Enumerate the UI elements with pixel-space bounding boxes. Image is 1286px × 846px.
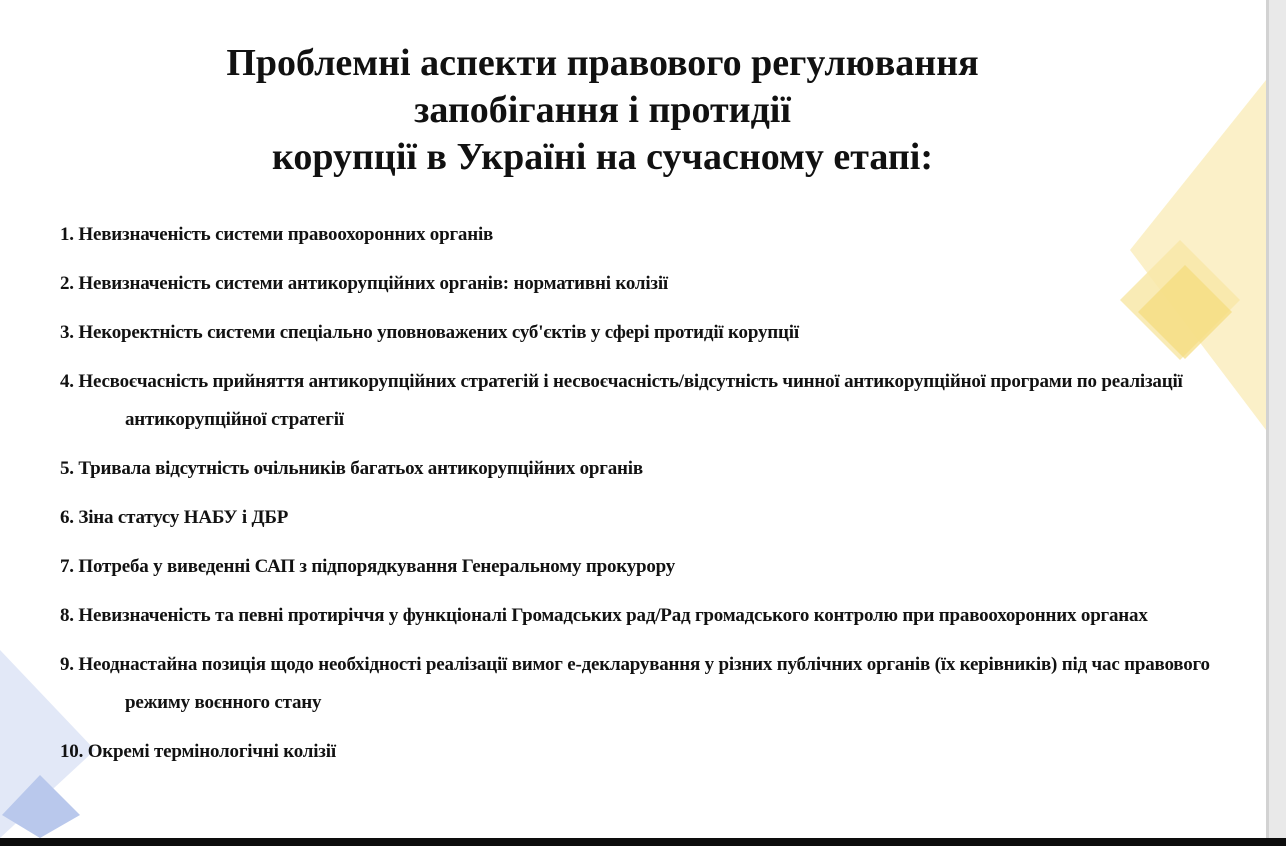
slide-title: [0, 40, 1205, 181]
list-item: 1. Невизначеність системи правоохоронних органів: [60, 224, 494, 245]
title-line: Проблемні аспекти правового регулювання: [226, 42, 979, 84]
title-line: корупції в Україні на сучасному етапі:: [272, 136, 933, 178]
bottom-bar: [0, 838, 1286, 846]
list-item: 2. Невизначеність системи антикорупційних органів: нормативні колізії: [60, 273, 669, 294]
problems-list: [60, 216, 1230, 771]
list-item: 8. Невизначеність та певні протиріччя у функціоналі Громадських рад/Рад громадського контролю при правоохоронних органах: [60, 605, 1148, 626]
list-item: 5. Тривала відсутність очільників багатьох антикорупційних органів: [60, 458, 643, 479]
list-item: 9. Неоднастайна позиція щодо необхідності реалізації вимог е-декларування у різних публічних органів (їх керівників) під час правового режиму воєнного стану: [60, 654, 1210, 713]
list-item: 7. Потреба у виведенні САП з підпорядкування Генеральному прокурору: [60, 556, 676, 577]
side-panel-edge: [1266, 0, 1269, 838]
title-line: запобігання і протидії: [414, 89, 791, 131]
list-item: 10. Окремі термінологічні колізії: [60, 741, 336, 762]
list-item: 6. Зіна статусу НАБУ і ДБР: [60, 507, 289, 528]
list-item: 4. Несвоєчасність прийняття антикорупційних стратегій і несвоєчасність/відсутність чинної антикорупційної програми по реалізації антикорупційної стратегії: [60, 371, 1183, 430]
side-panel: [1266, 0, 1286, 838]
list-item: 3. Некоректність системи спеціально уповноважених суб'єктів у сфері протидії корупції: [60, 322, 799, 343]
